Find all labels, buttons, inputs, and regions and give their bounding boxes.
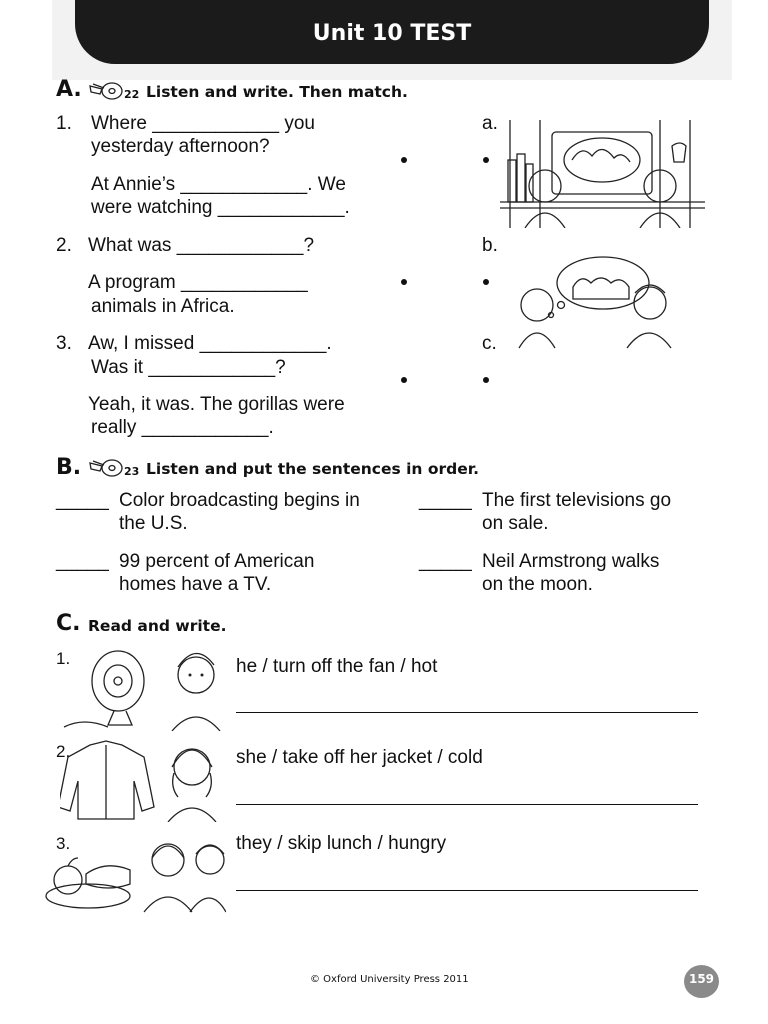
page-title: Unit 10 TEST <box>75 0 709 64</box>
sentence-line: on sale. <box>482 513 549 534</box>
answer-line: really ____________. <box>91 417 274 438</box>
section-c-instruction: Read and write. <box>88 617 227 635</box>
sentence-line: The first televisions go <box>482 490 672 511</box>
item-number: 1. <box>56 649 71 668</box>
writing-prompt: he / turn off the fan / hot <box>236 656 438 677</box>
answer-line: were watching ____________. <box>91 197 350 218</box>
sentence-line: homes have a TV. <box>119 574 272 595</box>
question-line: Was it ____________? <box>91 357 286 378</box>
item-number: 2. <box>56 235 72 256</box>
section-b-letter: B. <box>56 455 82 480</box>
section-b-instruction: Listen and put the sentences in order. <box>146 460 480 478</box>
item-number: 3. <box>56 834 71 853</box>
section-c-letter: C. <box>56 611 81 636</box>
order-blank[interactable]: _____ <box>56 490 109 511</box>
question-line: Aw, I missed ____________. <box>88 333 332 354</box>
match-dot-right[interactable] <box>483 377 489 383</box>
option-letter: c. <box>482 333 497 354</box>
cd-icon <box>88 80 124 102</box>
cd-icon <box>88 457 124 479</box>
item-number: 2. <box>56 742 71 761</box>
sentence-line: the U.S. <box>119 513 188 534</box>
lunch-and-kids-illustration <box>44 838 226 914</box>
item-number: 3. <box>56 333 72 354</box>
match-dot-right[interactable] <box>483 157 489 163</box>
kids-watching-tv-illustration <box>500 120 705 228</box>
answer-line: At Annie’s ____________. We <box>91 174 346 195</box>
jacket-and-girl-illustration <box>60 737 225 822</box>
match-dot-right[interactable] <box>483 279 489 285</box>
item-number: 1. <box>56 113 72 134</box>
sentence-line: 99 percent of American <box>119 551 315 572</box>
boys-talking-illustration <box>515 255 680 350</box>
sentence-line: Neil Armstrong walks <box>482 551 660 572</box>
answer-line: animals in Africa. <box>91 296 235 317</box>
answer-write-line[interactable] <box>236 890 698 891</box>
sentence-line: on the moon. <box>482 574 593 595</box>
section-a-instruction: Listen and write. Then match. <box>146 83 408 101</box>
question-line: yesterday afternoon? <box>91 136 270 157</box>
order-blank[interactable]: _____ <box>56 551 109 572</box>
fan-and-boy-illustration <box>62 643 222 731</box>
track-number: 23 <box>124 465 140 478</box>
writing-prompt: she / take off her jacket / cold <box>236 747 483 768</box>
sentence-line: Color broadcasting begins in <box>119 490 360 511</box>
order-blank[interactable]: _____ <box>419 490 472 511</box>
match-dot-left[interactable] <box>401 377 407 383</box>
page-number: 159 <box>684 965 719 998</box>
question-line: What was ____________? <box>88 235 315 256</box>
order-blank[interactable]: _____ <box>419 551 472 572</box>
section-a-letter: A. <box>56 77 82 102</box>
option-letter: a. <box>482 113 498 134</box>
match-dot-left[interactable] <box>401 157 407 163</box>
writing-prompt: they / skip lunch / hungry <box>236 833 447 854</box>
track-number: 22 <box>124 88 140 101</box>
answer-line: A program ____________ <box>88 272 308 293</box>
copyright-footer: © Oxford University Press 2011 <box>310 974 469 985</box>
question-line: Where ____________ you <box>91 113 315 134</box>
answer-line: Yeah, it was. The gorillas were <box>88 394 345 415</box>
match-dot-left[interactable] <box>401 279 407 285</box>
option-letter: b. <box>482 235 498 256</box>
answer-write-line[interactable] <box>236 712 698 713</box>
answer-write-line[interactable] <box>236 804 698 805</box>
